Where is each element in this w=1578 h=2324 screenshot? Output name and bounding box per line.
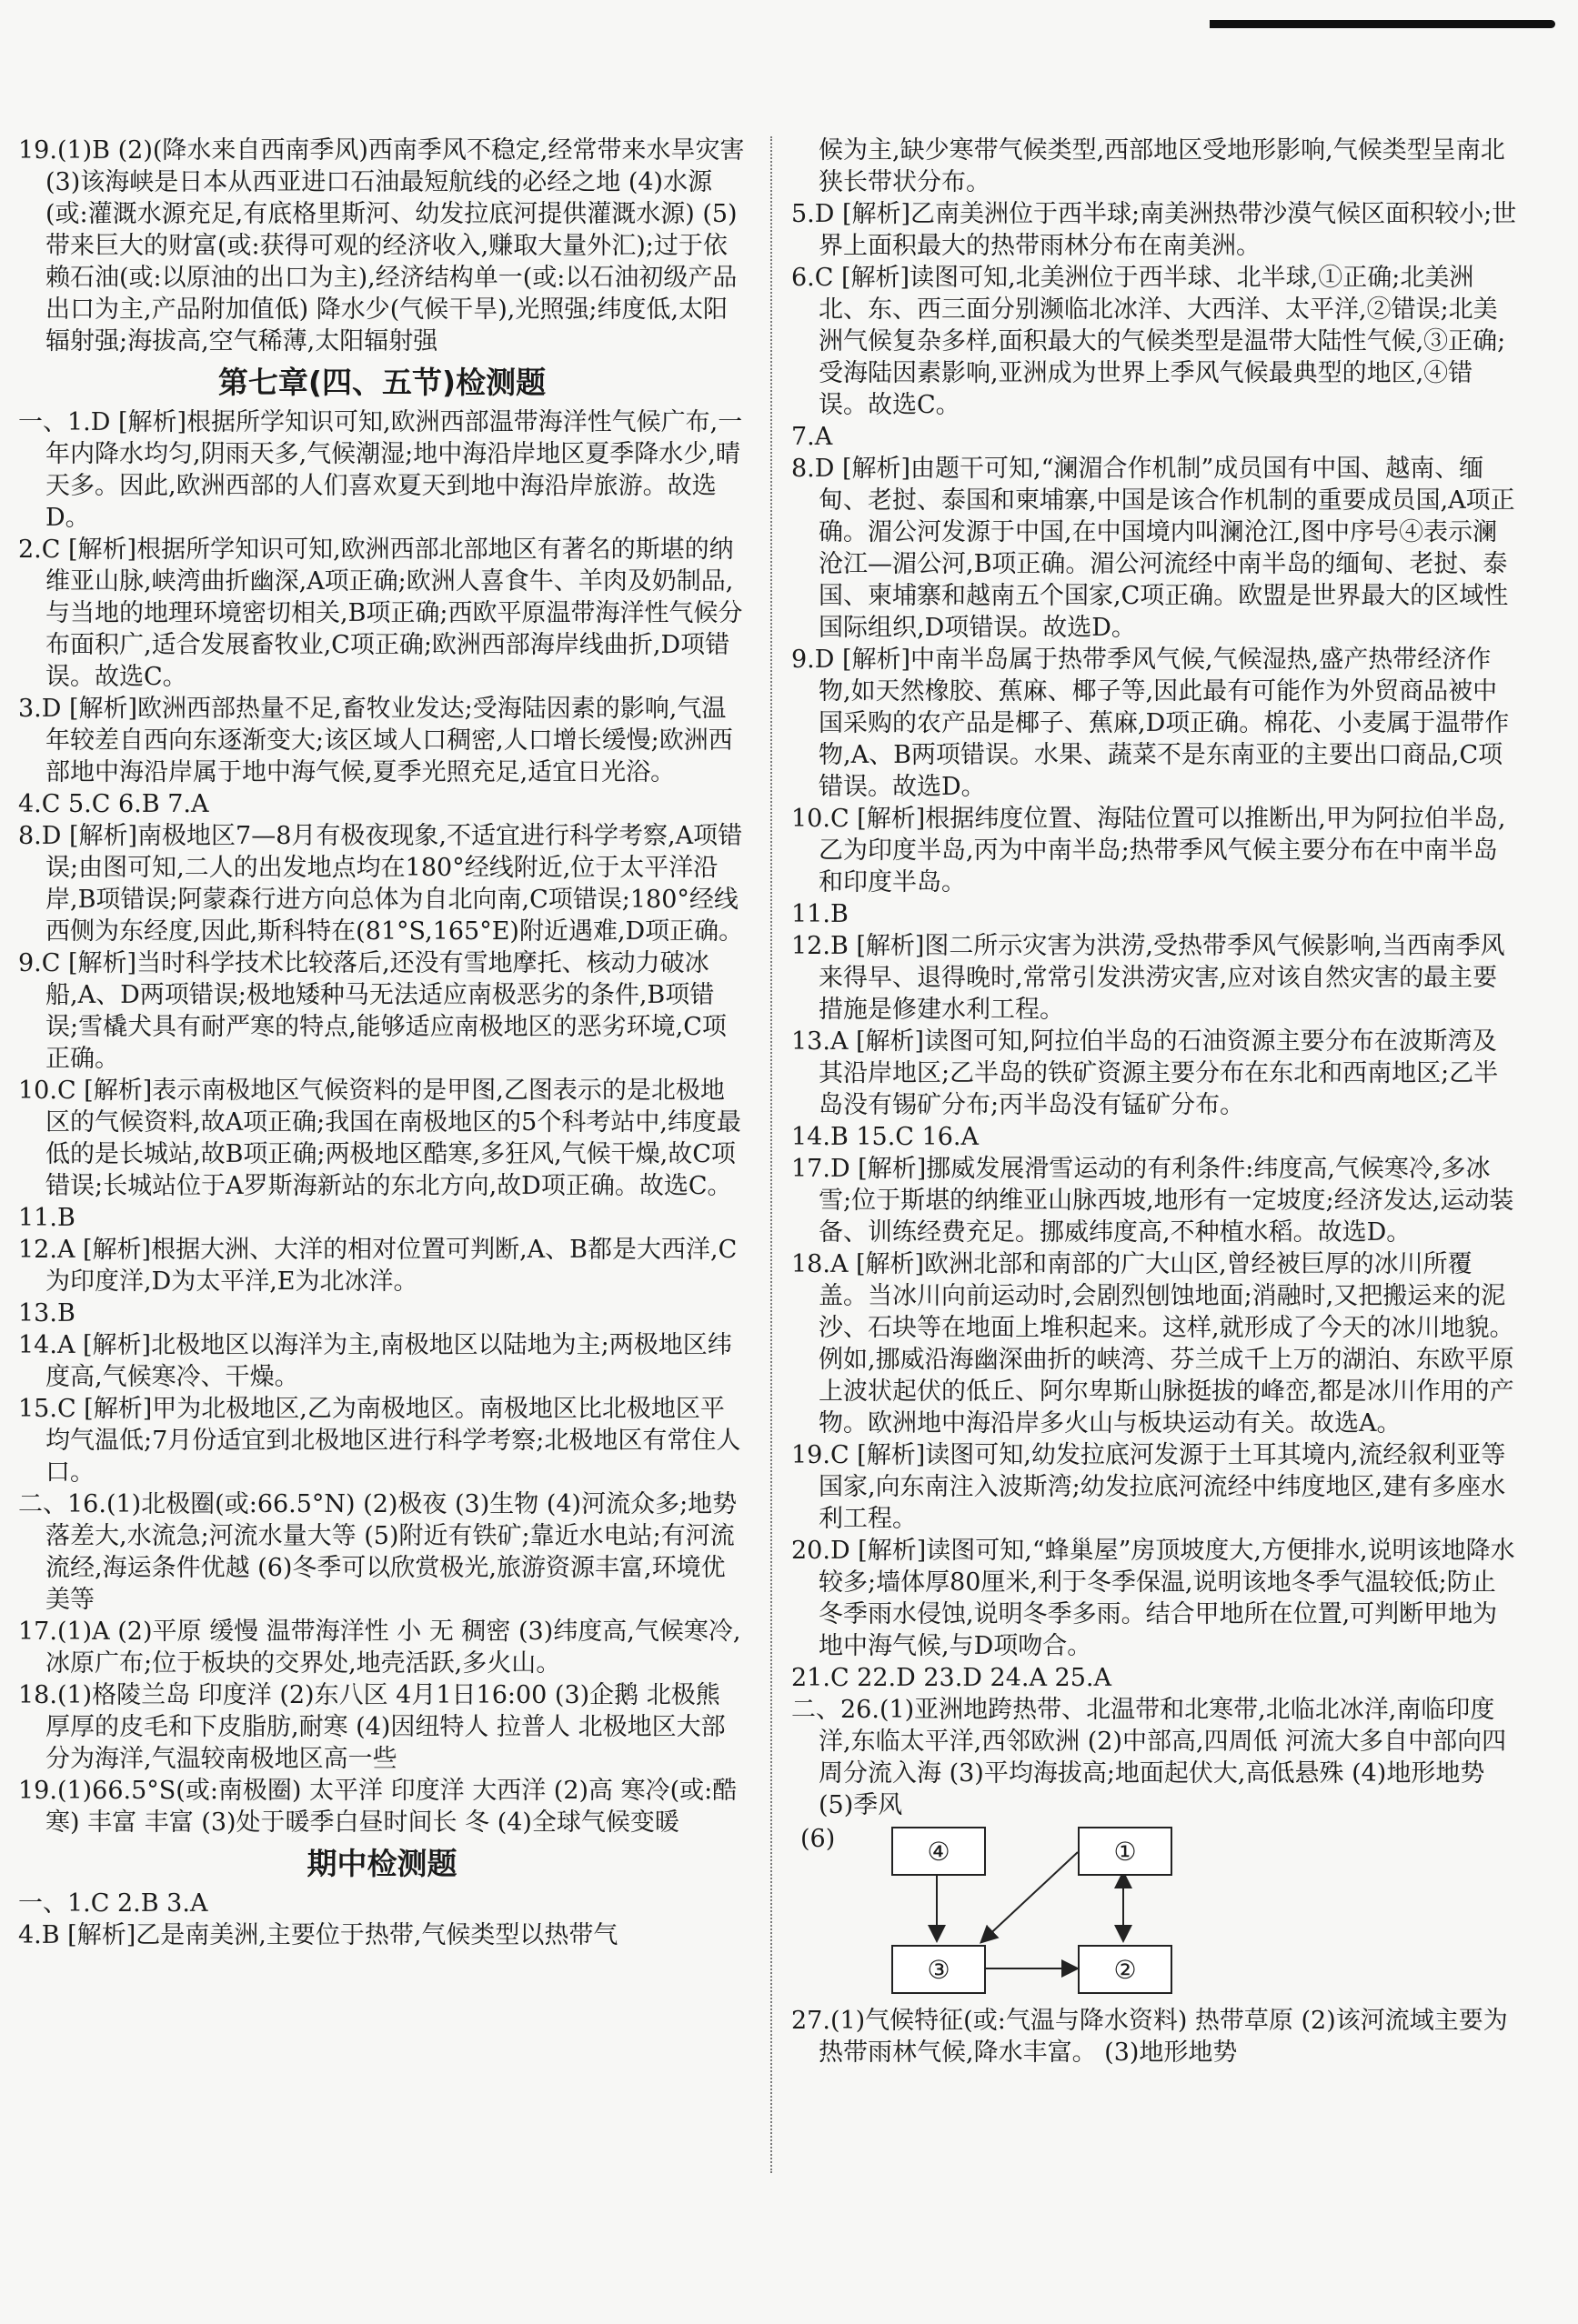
midterm-answer-5: 5.D [解析]乙南美洲位于西半球;南美洲热带沙漠气候区面积较小;世界上面积最大的热带雨林分布在南美洲。: [791, 200, 1517, 260]
answer-18: 18.(1)格陵兰岛 印度洋 (2)东八区 4月1日16:00 (3)企鹅 北极熊 厚厚的皮毛和下皮脂肪,耐寒 (4)因纽特人 拉普人 北极地区大部分为海洋,气温较南极地区高一些: [18, 1681, 726, 1773]
diagram-label: (6): [800, 1825, 836, 1853]
midterm-answer-9: 9.D [解析]中南半岛属于热带季风气候,气候湿热,盛产热带经济作物,如天然橡胶、蕉麻、椰子等,因此最有可能作为外贸商品被中国采购的农产品是椰子、蕉麻,D项正确。棉花、小麦属于温带作物,A、B两项错误。水果、蔬菜不是东南亚的主要出口商品,C项错误。故选D。: [791, 646, 1510, 801]
answer-11: 11.B: [18, 1204, 75, 1232]
midterm-answer-13: 13.A [解析]读图可知,阿拉伯半岛的石油资源主要分布在波斯湾及其沿岸地区;乙半岛的铁矿资源主要分布在东北和西南地区;乙半岛没有锡矿分布;丙半岛没有锰矿分布。: [791, 1027, 1499, 1119]
midterm-answer-27: 27.(1)气候特征(或:气温与降水资料) 热带草原 (2)该河流域主要为热带雨林气候,降水丰富。 (3)地形地势: [791, 2007, 1508, 2067]
midterm-answer-8: 8.D [解析]由题干可知,“澜湄合作机制”成员国有中国、越南、缅甸、老挝、泰国和柬埔寨,中国是该合作机制的重要成员国,A项正确。湄公河发源于中国,在中国境内叫澜沧江,图中序号④表示澜沧江—湄公河,B项正确。湄公河流经中南半岛的缅甸、老挝、泰国、柬埔寨和越南五个国家,C项正确。欧盟是世界最大的区域性国际组织,D项错误。故选D。: [791, 455, 1515, 642]
midterm-answer-14-16: 14.B 15.C 16.A: [791, 1123, 979, 1151]
diagram-box-4: ④: [891, 1827, 986, 1876]
diagram-box-1: ①: [1078, 1827, 1172, 1876]
answer-14: 14.A [解析]北极地区以海洋为主,南极地区以陆地为主;两极地区纬度高,气候寒冷、干燥。: [18, 1331, 732, 1391]
answer-19-polar: 19.(1)66.5°S(或:南极圈) 太平洋 印度洋 大西洋 (2)高 寒冷(或:酷寒) 丰富 丰富 (3)处于暖季白昼时间长 冬 (4)全球气候变暖: [18, 1777, 738, 1837]
answer-1: 一、1.D [解析]根据所学知识可知,欧洲西部温带海洋性气候广布,一年内降水均匀,阴雨天多,气候潮湿;地中海沿岸地区夏季降水少,晴天多。因此,欧洲西部的人们喜欢夏天到地中海沿岸旅游。故选D。: [18, 408, 743, 532]
diagram-box-3: ③: [891, 1945, 986, 1994]
answer-17: 17.(1)A (2)平原 缓慢 温带海洋性 小 无 稠密 (3)纬度高,气候寒冷,冰原广布;位于板块的交界处,地壳活跃,多火山。: [18, 1618, 741, 1678]
flow-diagram: [800, 1825, 1191, 1998]
left-column: [18, 135, 746, 1951]
midterm-answer-18: 18.A [解析]欧洲北部和南部的广大山区,曾经被巨厚的冰川所覆盖。当冰川向前运动时,会剧烈刨蚀地面;消融时,又把搬运来的泥沙、石块等在地面上堆积起来。这样,就形成了今天的冰川地貌。例如,挪威沿海幽深曲折的峡湾、芬兰成千上万的湖泊、东欧平原上波状起伏的低丘、阿尔卑斯山脉挺拔的峰峦,都是冰川作用的产物。欧洲地中海沿岸多火山与板块运动有关。故选A。: [791, 1250, 1514, 1437]
midterm-answer-21-25: 21.C 22.D 23.D 24.A 25.A: [791, 1664, 1111, 1692]
answer-16: 二、16.(1)北极圈(或:66.5°N) (2)极夜 (3)生物 (4)河流众多;地势落差大,水流急;河流水量大等 (5)附近有铁矿;靠近水电站;有河流流经,海运条件优越 (6)冬季可以欣赏极光,旅游资源丰富,环境优美等: [18, 1490, 738, 1614]
answer-19: 19.(1)B (2)(降水来自西南季风)西南季风不稳定,经常带来水旱灾害 (3)该海峡是日本从西亚进口石油最短航线的必经之地 (4)水源(或:灌溉水源充足,有底格里斯河、幼发拉底河提供灌溉水源) (5)带来巨大的财富(或:获得可观的经济收入,赚取大量外汇);过于依赖石油(或:以原油的出口为主),经济结构单一(或:以石油初级产品出口为主,产品附加值低) 降水少(气候干旱),光照强;纬度低,太阳辐射强;海拔高,空气稀薄,太阳辐射强: [18, 136, 745, 356]
midterm-answer-12: 12.B [解析]图二所示灾害为洪涝,受热带季风气候影响,当西南季风来得早、退得晚时,常常引发洪涝灾害,应对该自然灾害的最主要措施是修建水利工程。: [791, 932, 1505, 1024]
midterm-answer-19: 19.C [解析]读图可知,幼发拉底河发源于土耳其境内,流经叙利亚等国家,向东南注入波斯湾;幼发拉底河流经中纬度地区,建有多座水利工程。: [791, 1441, 1506, 1533]
answer-8: 8.D [解析]南极地区7—8月有极夜现象,不适宜进行科学考察,A项错误;由图可知,二人的出发地点均在180°经线附近,位于太平洋沿岸,B项错误;阿蒙森行进方向总体为自北向南,C项错误;180°经线西侧为东经度,因此,斯科特在(81°S,165°E)附近遇难,D项正确。: [18, 822, 744, 946]
answer-10: 10.C [解析]表示南极地区气候资料的是甲图,乙图表示的是北极地区的气候资料,故A项正确;我国在南极地区的5个科考站中,纬度最低的是长城站,故B项正确;两极地区酷寒,多狂风,气候干燥,故C项错误;长城站位于A罗斯海新站的东北方向,故D项正确。故选C。: [18, 1077, 741, 1200]
midterm-answer-4-cont: 候为主,缺少寒带气候类型,西部地区受地形影响,气候类型呈南北狭长带状分布。: [819, 136, 1505, 196]
midterm-answer-11: 11.B: [791, 900, 849, 928]
midterm-answer-20: 20.D [解析]读图可知,“蜂巢屋”房顶坡度大,方便排水,说明该地降水较多;墙体厚80厘米,利于冬季保温,说明该地冬季气温较低;防止冬季雨水侵蚀,说明冬季多雨。结合甲地所在位置,可判断甲地为地中海气候,与D项吻合。: [791, 1537, 1515, 1660]
midterm-answer-26: 二、26.(1)亚洲地跨热带、北温带和北寒带,北临北冰洋,南临印度洋,东临太平洋,西邻欧洲 (2)中部高,四周低 河流大多自中部向四周分流入海 (3)平均海拔高;地面起伏大,高低悬殊 (4)地形地势 (5)季风: [791, 1696, 1507, 1819]
midterm-answer-4: 4.B [解析]乙是南美洲,主要位于热带,气候类型以热带气: [18, 1921, 618, 1949]
diagram-box-2: ②: [1078, 1945, 1172, 1994]
section-heading-midterm: 期中检测题: [307, 1846, 457, 1881]
answer-4-7: 4.C 5.C 6.B 7.A: [18, 790, 209, 818]
midterm-answer-17: 17.D [解析]挪威发展滑雪运动的有利条件:纬度高,气候寒冷,多冰雪;位于斯堪的纳维亚山脉西坡,地形有一定坡度;经济发达,运动装备、训练经费充足。挪威纬度高,不种植水稻。故选D。: [791, 1155, 1514, 1247]
midterm-answer-1-3: 一、1.C 2.B 3.A: [18, 1889, 208, 1918]
top-decoration-bar: [1210, 20, 1555, 28]
answer-2: 2.C [解析]根据所学知识可知,欧洲西部北部地区有著名的斯堪的纳维亚山脉,峡湾曲折幽深,A项正确;欧洲人喜食牛、羊肉及奶制品,与当地的地理环境密切相关,B项正确;西欧平原温带海洋性气候分布面积广,适合发展畜牧业,C项正确;欧洲西部海岸线曲折,D项错误。故选C。: [18, 536, 743, 691]
answer-12: 12.A [解析]根据大洲、大洋的相对位置可判断,A、B都是大西洋,C为印度洋,D为太平洋,E为北冰洋。: [18, 1236, 738, 1296]
answer-15: 15.C [解析]甲为北极地区,乙为南极地区。南极地区比北极地区平均气温低;7月份适宜到北极地区进行科学考察;北极地区有常住人口。: [18, 1395, 741, 1487]
section-heading-chapter7: 第七章(四、五节)检测题: [217, 365, 547, 400]
midterm-answer-7: 7.A: [791, 423, 833, 451]
answer-9: 9.C [解析]当时科学技术比较落后,还没有雪地摩托、核动力破冰船,A、D两项错误;极地矮种马无法适应南极恶劣的条件,B项错误;雪橇犬具有耐严寒的特点,能够适应南极地区的恶劣环境,C项正确。: [18, 949, 727, 1073]
right-column: [791, 135, 1519, 2069]
midterm-answer-10: 10.C [解析]根据纬度位置、海陆位置可以推断出,甲为阿拉伯半岛,乙为印度半岛,丙为中南半岛;热带季风气候主要分布在中南半岛和印度半岛。: [791, 805, 1506, 897]
answer-3: 3.D [解析]欧洲西部热量不足,畜牧业发达;受海陆因素的影响,气温年较差自西向东逐渐变大;该区域人口稠密,人口增长缓慢;欧洲西部地中海沿岸属于地中海气候,夏季光照充足,适宜日光浴。: [18, 695, 733, 786]
midterm-answer-6: 6.C [解析]读图可知,北美洲位于西半球、北半球,①正确;北美洲北、东、西三面分别濒临北冰洋、大西洋、太平洋,②错误;北美洲气候复杂多样,面积最大的气候类型是温带大陆性气候,③正确;受海陆因素影响,亚洲成为世界上季风气候最典型的地区,④错误。故选C。: [791, 264, 1506, 419]
answer-13: 13.B: [18, 1299, 75, 1327]
column-divider: [770, 136, 772, 2173]
